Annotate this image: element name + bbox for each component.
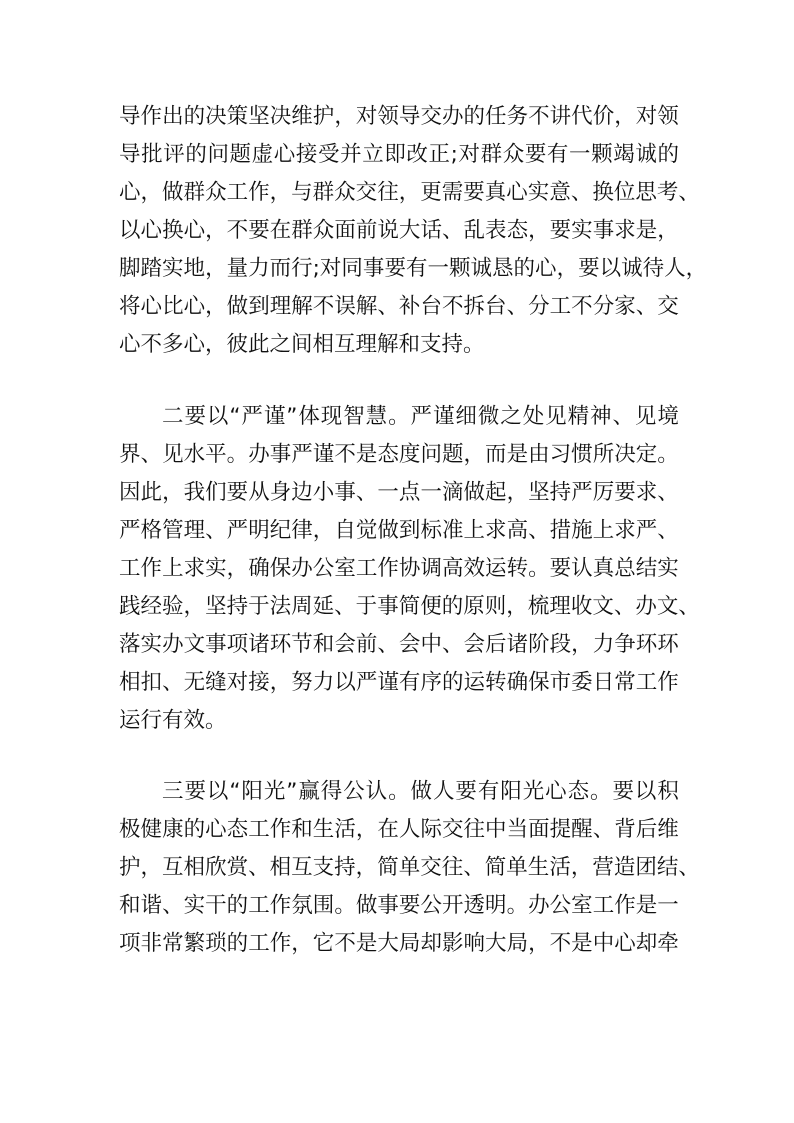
paragraph-line: 运行有效。: [119, 708, 227, 733]
paragraph-line: 心 ， 做 群 众 工 作 ， 与 群 众 交 往 ， 更 需 要 真 心 实 意 、 换 位 思 考 、: [119, 180, 700, 205]
paragraph-line: 极 健 康 的 心 态 工 作 和 生 活 ， 在 人 际 交 往 中 当 面 提 醒 、 背 后 维: [119, 817, 679, 842]
paragraph-line: 相 扣 、 无 缝 对 接 ， 努 力 以 严 谨 有 序 的 运 转 确 保 市 委 日 常 工 作: [119, 670, 679, 695]
paragraph-2: [119, 398, 700, 740]
paragraph-3: [119, 773, 700, 963]
paragraph-line: 践 经 验 ， 坚 持 于 法 周 延 、 于 事 简 便 的 原 则 ， 梳 理 收 文 、 办 文 、: [119, 594, 700, 619]
paragraph-line: 界 、 见 水 平 。 办 事 严 谨 不 是 态 度 问 题 ， 而 是 由 习 惯 所 决 定 。: [119, 442, 679, 467]
paragraph-line: 落 实 办 文 事 项 诸 环 节 和 会 前 、 会 中 、 会 后 诸 阶 段 ， 力 争 环 环: [119, 632, 679, 657]
paragraph-line: 项 非 常 繁 琐 的 工 作 ， 它 不 是 大 局 却 影 响 大 局 ， 不 是 中 心 却 牵: [119, 931, 679, 956]
paragraph-line: 将 心 比 心 ， 做 到 理 解 不 误 解 、 补 台 不 拆 台 、 分 工 不 分 家 、 交: [119, 294, 679, 319]
paragraph-line: 二 要 以 “ 严 谨 ” 体 现 智 慧 。 严 谨 细 微 之 处 见 精 神 、 见 境: [162, 404, 679, 429]
paragraph-line: 导 批 评 的 问 题 虚 心 接 受 并 立 即 改 正 ; 对 群 众 要 有 一 颗 竭 诚 的: [119, 142, 679, 167]
paragraph-line: 脚 踏 实 地 ， 量 力 而 行 ; 对 同 事 要 有 一 颗 诚 恳 的 心 ， 要 以 诚 待 人 ，: [119, 256, 708, 281]
paragraph-line: 因 此 ， 我 们 要 从 身 边 小 事 、 一 点 一 滴 做 起 ， 坚 持 严 厉 要 求 、: [119, 480, 679, 505]
paragraph-line: 和 谐 、 实 干 的 工 作 氛 围 。 做 事 要 公 开 透 明 。 办 公 室 工 作 是 一: [119, 893, 679, 918]
paragraph-line: 三 要 以 “ 阳 光 ” 赢 得 公 认 。 做 人 要 有 阳 光 心 态 。 要 以 积: [162, 779, 679, 804]
paragraph-line: 严 格 管 理 、 严 明 纪 律 ， 自 觉 做 到 标 准 上 求 高 、 措 施 上 求 严 、: [119, 518, 679, 543]
paragraph-line: 导 作 出 的 决 策 坚 决 维 护 ， 对 领 导 交 办 的 任 务 不 讲 代 价 ， 对 领: [119, 104, 679, 129]
paragraph-line: 以 心 换 心 ， 不 要 在 群 众 面 前 说 大 话 、 乱 表 态 ， 要 实 事 求 是 ，: [119, 218, 679, 243]
paragraph-1: [119, 98, 708, 364]
paragraph-line: 工 作 上 求 实 ， 确 保 办 公 室 工 作 协 调 高 效 运 转 。 要 认 真 总 结 实: [119, 556, 679, 581]
paragraph-line: 心不多心，彼此之间相互理解和支持。: [119, 332, 485, 357]
paragraph-line: 护 ， 互 相 欣 赏 、 相 互 支 持 ， 简 单 交 往 、 简 单 生 活 ， 营 造 团 结 、: [119, 855, 700, 880]
